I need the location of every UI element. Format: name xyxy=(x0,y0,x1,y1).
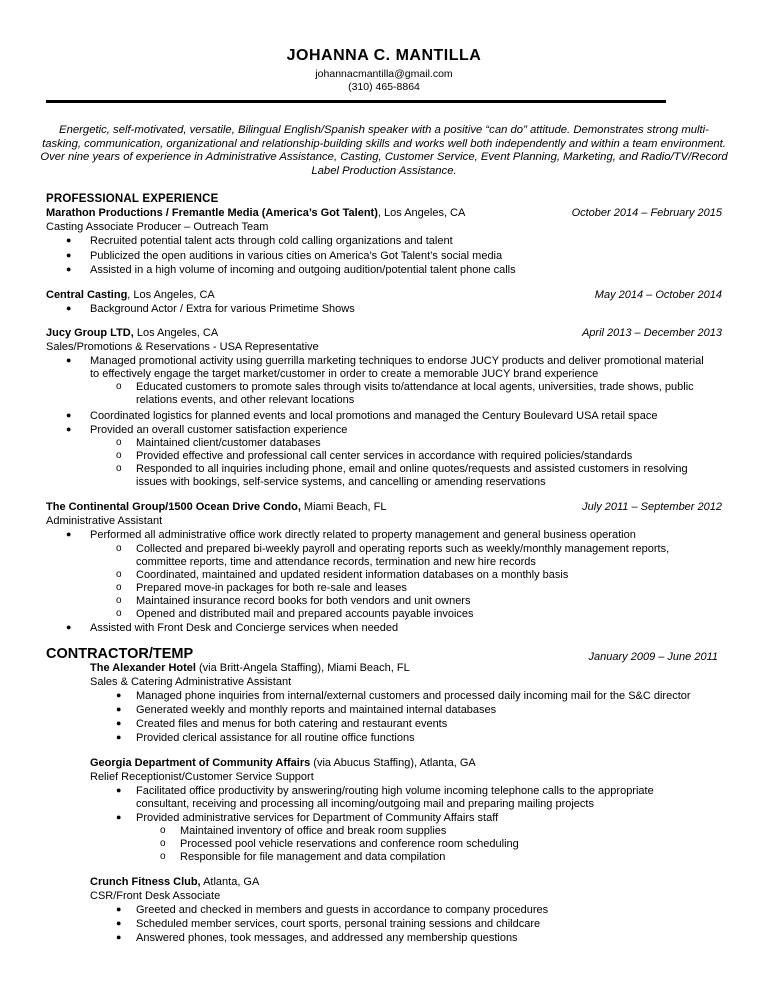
company-location: Miami Beach, FL xyxy=(300,501,387,513)
bullet-icon: ● xyxy=(116,932,122,942)
job-continental-heading xyxy=(46,501,386,514)
applicant-name: JOHANNA C. MANTILLA xyxy=(286,47,482,64)
list-item: Assisted with Front Desk and Concierge services when needed xyxy=(90,622,399,634)
job-crunch-heading xyxy=(90,876,259,889)
bullet-icon: ● xyxy=(66,410,72,420)
circle-bullet-icon: o xyxy=(116,582,122,593)
circle-bullet-icon: o xyxy=(160,825,166,836)
circle-bullet-icon: o xyxy=(116,608,122,619)
company-name: The Alexander Hotel xyxy=(90,662,196,674)
list-item: Performed all administrative office work directly related to property management and general business operation xyxy=(90,529,636,541)
section-contractor-temp: CONTRACTOR/TEMP xyxy=(46,646,194,662)
company-name: Crunch Fitness Club, xyxy=(90,876,201,888)
email-address: johannacmantilla@gmail.com xyxy=(315,68,453,80)
circle-bullet-icon: o xyxy=(116,569,122,580)
bullet-icon: ● xyxy=(66,235,72,245)
bullet-icon: ● xyxy=(66,622,72,632)
sub-list-item: Educated customers to promote sales through visits to/attendance at local agents, universities, trade shows, public xyxy=(136,381,694,393)
list-item: Provided administrative services for Department of Community Affairs staff xyxy=(136,812,499,824)
list-item: Assisted in a high volume of incoming and outgoing audition/potential talent phone calls xyxy=(90,264,516,276)
sub-list-item: Provided effective and professional call center services in accordance with required policies/standards xyxy=(136,450,633,462)
job-marathon-title: Casting Associate Producer – Outreach Team xyxy=(46,221,269,233)
sub-list-item: Maintained inventory of office and break room supplies xyxy=(180,825,447,837)
summary-paragraph: Energetic, self-motivated, versatile, Bilingual English/Spanish speaker with a positive “can do” attitude. Demonstrates strong multi-tasking, communication, organizational and relationship-building skills and works well both independently and within a team environment. Over nine years of experience in Administrative Assistance, Casting, Customer Service, Event Planning, Marketing, and Radio/TV/Record Label Production Assistance. xyxy=(40,124,728,177)
company-location: (via Abucus Staffing), Atlanta, GA xyxy=(310,757,476,769)
circle-bullet-icon: o xyxy=(116,463,122,474)
sub-list-item-continued: issues with bookings, self-service systems, and cancelling or amending reservations xyxy=(136,476,546,488)
company-location: , Los Angeles, CA xyxy=(127,289,215,301)
bullet-icon: ● xyxy=(66,424,72,434)
job-alexander-heading xyxy=(90,662,410,675)
list-item: Answered phones, took messages, and addressed any membership questions xyxy=(136,932,518,944)
section-professional-experience: PROFESSIONAL EXPERIENCE xyxy=(46,193,219,205)
job-crunch-title: CSR/Front Desk Associate xyxy=(90,890,221,902)
job-jucy-heading xyxy=(46,327,218,340)
job-georgia-title: Relief Receptionist/Customer Service Support xyxy=(90,771,314,783)
list-item: Scheduled member services, court sports, personal training sessions and childcare xyxy=(136,918,541,930)
list-item: Background Actor / Extra for various Primetime Shows xyxy=(90,303,355,315)
company-location: Los Angeles, CA xyxy=(133,327,219,339)
sub-list-item: Opened and distributed mail and prepared accounts payable invoices xyxy=(136,608,474,620)
sub-list-item: Coordinated, maintained and updated resident information databases on a monthly basis xyxy=(136,569,569,581)
list-item: Greeted and checked in members and guests in accordance to company procedures xyxy=(136,904,549,916)
bullet-icon: ● xyxy=(66,250,72,260)
job-jucy-dates: April 2013 – December 2013 xyxy=(581,327,722,339)
sub-list-item: Processed pool vehicle reservations and conference room scheduling xyxy=(180,838,519,850)
company-name: Marathon Productions / Fremantle Media (America’s Got Talent) xyxy=(46,207,378,219)
company-name: The Continental Group/1500 Ocean Drive Condo, xyxy=(46,501,301,513)
sub-list-item: Maintained insurance record books for both vendors and unit owners xyxy=(136,595,471,607)
bullet-icon: ● xyxy=(116,904,122,914)
phone-number: (310) 465-8864 xyxy=(348,81,420,93)
job-central-dates: May 2014 – October 2014 xyxy=(594,289,722,301)
company-name: Central Casting xyxy=(46,289,128,301)
job-georgia-heading xyxy=(90,757,476,770)
circle-bullet-icon: o xyxy=(116,450,122,461)
bullet-icon: ● xyxy=(66,529,72,539)
list-item: Generated weekly and monthly reports and maintained internal databases xyxy=(136,704,497,716)
company-name: Jucy Group LTD, xyxy=(46,327,134,339)
circle-bullet-icon: o xyxy=(116,381,122,392)
sub-list-item: Prepared move-in packages for both re-sale and leases xyxy=(136,582,407,594)
sub-list-item: Responded to all inquiries including phone, email and online quotes/requests and assisted customers in resolving xyxy=(136,463,688,475)
list-item: Recruited potential talent acts through cold calling organizations and talent xyxy=(90,235,453,247)
list-item: Facilitated office productivity by answering/routing high volume incoming telephone calls to the appropriate xyxy=(136,785,654,797)
circle-bullet-icon: o xyxy=(116,543,122,554)
bullet-icon: ● xyxy=(66,264,72,274)
list-item: Coordinated logistics for planned events and local promotions and managed the Century Boulevard USA retail space xyxy=(90,410,658,422)
company-location: , Los Angeles, CA xyxy=(377,207,466,219)
sub-list-item: Responsible for file management and data compilation xyxy=(180,851,446,863)
company-location: (via Britt-Angela Staffing), Miami Beach, FL xyxy=(195,662,410,674)
job-jucy-title: Sales/Promotions & Reservations - USA Representative xyxy=(46,341,319,353)
list-item: Created files and menus for both catering and restaurant events xyxy=(136,718,448,730)
bullet-icon: ● xyxy=(116,732,122,742)
circle-bullet-icon: o xyxy=(160,838,166,849)
bullet-icon: ● xyxy=(116,812,122,822)
list-item: Provided an overall customer satisfaction experience xyxy=(90,424,348,436)
job-alexander-title: Sales & Catering Administrative Assistant xyxy=(90,676,292,688)
bullet-icon: ● xyxy=(116,704,122,714)
bullet-icon: ● xyxy=(66,355,72,365)
list-item: Managed promotional activity using guerrilla marketing techniques to endorse JUCY products and deliver promotional material xyxy=(90,355,704,367)
company-name: Georgia Department of Community Affairs xyxy=(90,757,311,769)
bullet-icon: ● xyxy=(116,718,122,728)
circle-bullet-icon: o xyxy=(160,851,166,862)
header-divider xyxy=(46,100,666,103)
bullet-icon: ● xyxy=(116,918,122,928)
company-location: Atlanta, GA xyxy=(200,876,260,888)
sub-list-item: Maintained client/customer databases xyxy=(136,437,321,449)
job-continental-dates: July 2011 – September 2012 xyxy=(582,501,722,513)
list-item: Provided clerical assistance for all routine office functions xyxy=(136,732,415,744)
bullet-icon: ● xyxy=(116,690,122,700)
contractor-dates: January 2009 – June 2011 xyxy=(588,651,718,663)
sub-list-item-continued: relations events, and other relevant locations xyxy=(136,394,355,406)
circle-bullet-icon: o xyxy=(116,437,122,448)
circle-bullet-icon: o xyxy=(116,595,122,606)
list-item: Publicized the open auditions in various cities on America’s Got Talent’s social media xyxy=(90,250,503,262)
job-marathon-heading xyxy=(46,207,465,220)
bullet-icon: ● xyxy=(66,303,72,313)
bullet-icon: ● xyxy=(116,785,122,795)
job-central-heading xyxy=(46,289,215,302)
sub-list-item: Collected and prepared bi-weekly payroll and operating reports such as weekly/monthly management reports, xyxy=(136,543,670,555)
list-item: Managed phone inquiries from internal/external customers and processed daily incoming mail for the S&C director xyxy=(136,690,691,702)
job-continental-title: Administrative Assistant xyxy=(46,515,163,527)
list-item-continued: to effectively engage the target market/customer in order to create a memorable JUCY brand experience xyxy=(90,368,599,380)
job-marathon-dates: October 2014 – February 2015 xyxy=(571,207,722,219)
list-item-continued: consultant, receiving and processing all incoming/outgoing mail and preparing mailing projects xyxy=(136,798,594,810)
sub-list-item-continued: committee reports, time and attendance records, termination and new hire records xyxy=(136,556,536,568)
